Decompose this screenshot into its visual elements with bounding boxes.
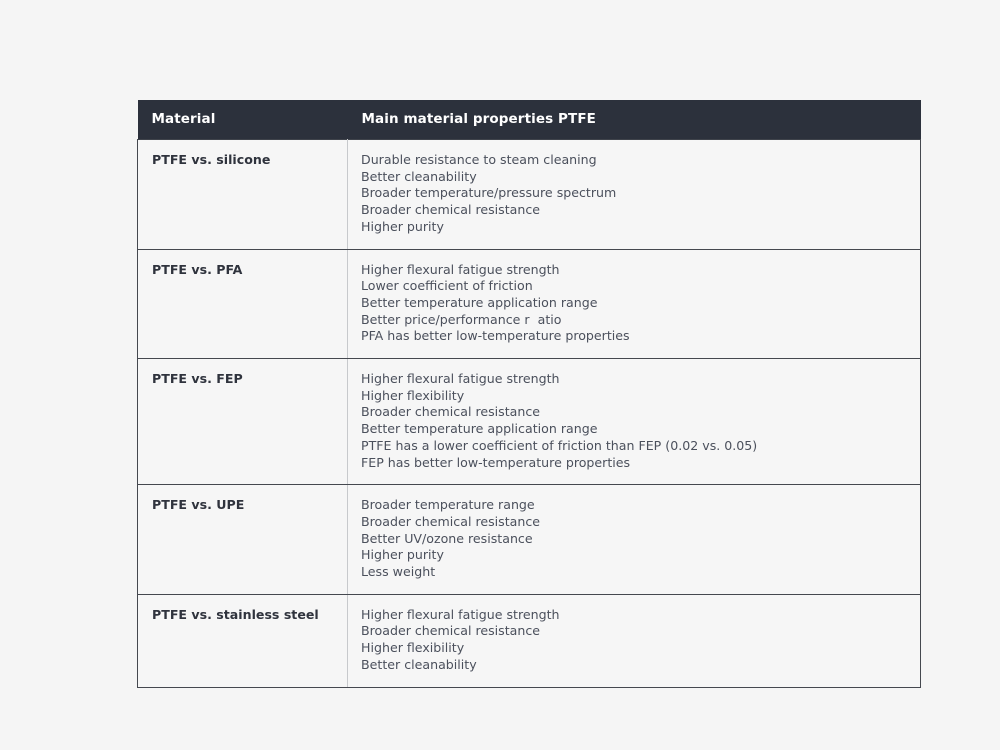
- properties-cell: [348, 249, 921, 359]
- table-row: [138, 140, 921, 250]
- property-line: Higher flexural fatigue strength: [361, 606, 560, 622]
- property-line: Durable resistance to steam cleaning: [361, 152, 597, 167]
- table-header-row: [138, 100, 921, 140]
- table-header: [138, 100, 921, 140]
- property-line: Broader temperature/pressure spectrum: [361, 185, 617, 201]
- material-cell: PTFE vs. stainless steel: [138, 594, 348, 687]
- material-cell: PTFE vs. silicone: [138, 140, 348, 250]
- table-row: [138, 249, 921, 359]
- property-line: Broader chemical resistance: [361, 202, 541, 218]
- property-line: PFA has better low-temperature properties: [361, 328, 630, 344]
- material-cell: PTFE vs. UPE: [138, 485, 348, 595]
- column-header-material: Material: [138, 100, 348, 140]
- property-line: Higher purity: [361, 547, 444, 563]
- properties-cell: [348, 359, 921, 485]
- property-line: Less weight: [361, 564, 436, 580]
- property-line: PTFE has a lower coefficient of friction than FEP (0.02 vs. 0.05): [361, 437, 758, 453]
- property-line: Broader chemical resistance: [361, 513, 541, 529]
- table-row: [138, 485, 921, 595]
- property-line: Broader chemical resistance: [361, 404, 541, 420]
- property-line: Better cleanability: [361, 656, 477, 672]
- property-line: Better cleanability: [361, 168, 477, 184]
- properties-cell: [348, 140, 921, 250]
- property-line: Higher flexural fatigue strength: [361, 371, 560, 387]
- property-line: Better temperature application range: [361, 421, 598, 437]
- property-line: Higher flexural fatigue strength: [361, 261, 560, 277]
- column-header-properties: Main material properties PTFE: [348, 100, 921, 140]
- properties-cell: [348, 594, 921, 687]
- ptfe-comparison-table: [137, 100, 921, 688]
- material-cell: PTFE vs. PFA: [138, 249, 348, 359]
- table-row: [138, 359, 921, 485]
- property-line: Better UV/ozone resistance: [361, 530, 533, 546]
- property-line: Higher purity: [361, 218, 444, 234]
- property-line: Better price/performance r atio: [361, 311, 562, 327]
- comparison-table-container: [137, 100, 864, 688]
- property-line: Broader temperature range: [361, 497, 535, 513]
- material-cell: PTFE vs. FEP: [138, 359, 348, 485]
- property-line: Broader chemical resistance: [361, 623, 541, 639]
- property-line: FEP has better low-temperature properties: [361, 454, 631, 470]
- table-body: [138, 140, 921, 688]
- property-line: Better temperature application range: [361, 294, 598, 310]
- property-line: Higher flexibility: [361, 387, 465, 403]
- property-line: Higher flexibility: [361, 640, 465, 656]
- properties-cell: [348, 485, 921, 595]
- table-row: [138, 594, 921, 687]
- property-line: Lower coefficient of friction: [361, 278, 533, 294]
